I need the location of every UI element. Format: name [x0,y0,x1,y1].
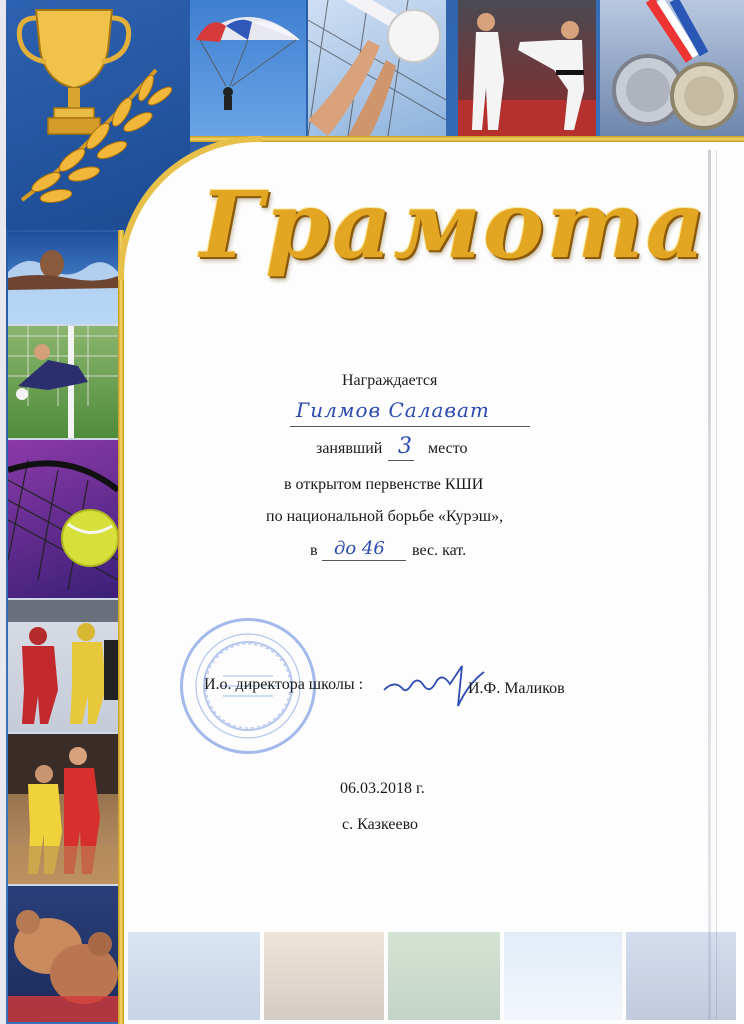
place-value: 3 [398,434,412,459]
basketball-photo [8,734,118,886]
signatory-title: И.о. директора школы : [204,676,364,693]
paper-edge-line [716,150,717,1020]
tennis-photo [8,440,118,600]
recipient-name: Гилмов Салават [296,398,490,422]
place-underline [388,460,414,461]
goalkeeper-photo [8,326,118,440]
gold-frame-left [118,230,124,1024]
wrestling-photo [8,886,118,1022]
issue-place: с. Казкеево [342,816,419,833]
name-underline [290,426,530,427]
skater-photo [128,932,260,1020]
weight-underline [322,560,406,561]
event-line-1: в открытом первенстве КШИ [284,476,484,493]
weight-prefix: в [310,542,318,559]
volleyball-photo [308,0,446,136]
issue-date: 06.03.2018 г. [340,780,425,797]
signatory-name: И.Ф. Маликов [468,680,565,697]
weight-suffix: вес. кат. [412,542,467,559]
paper-edge-line [708,150,711,1020]
swimmer-photo [8,232,118,326]
gymnast-photo [626,932,736,1020]
chess-photo [264,932,384,1020]
top-photo-strip [190,0,744,136]
place-prefix: занявший [316,440,383,457]
bottom-photo-strip [124,932,744,1024]
table-tennis-photo [388,932,500,1020]
event-line-2: по национальной борьбе «Курэш», [266,508,504,525]
parachute-photo [190,0,306,136]
medals-photo [600,0,744,136]
place-suffix: место [428,440,468,457]
weight-value: до 46 [334,538,385,559]
awarded-label: Награждается [342,372,438,389]
hockey-photo [8,600,118,734]
certificate-title: Грамота [200,171,708,279]
karate-photo [458,0,596,136]
gold-frame-top [190,136,744,142]
skier-photo [504,932,622,1020]
